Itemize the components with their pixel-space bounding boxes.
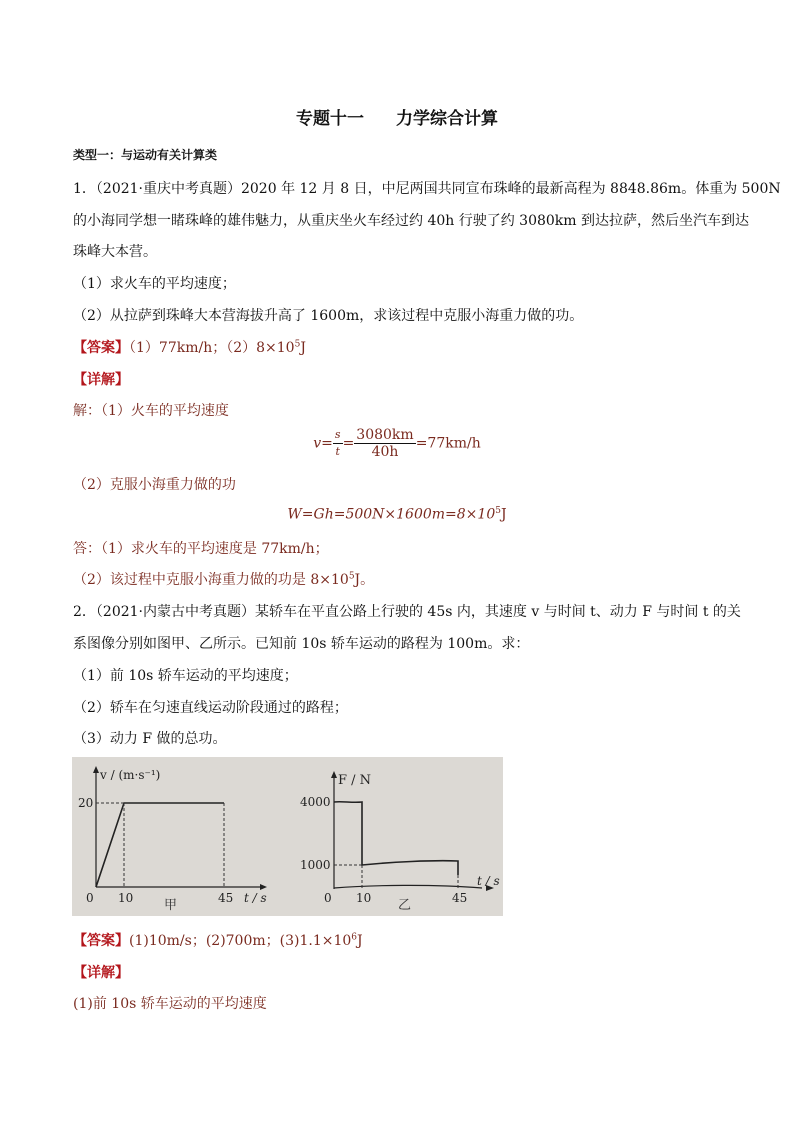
graph-a-velocity-line xyxy=(96,803,224,887)
q2-sub2: （2）轿车在匀速直线运动阶段通过的路程； xyxy=(73,700,348,716)
title-part-b: 力学综合计算 xyxy=(396,109,498,129)
answer-text: (1)10m/s；(2)700m；$(3)1.1\times 10^6J$ xyxy=(129,932,363,949)
type-heading: 类型一：与运动有关计算类 xyxy=(73,148,218,162)
q2-solution-1: (1)前 10s 轿车运动的平均速度 xyxy=(73,996,267,1012)
graph-velocity xyxy=(78,766,267,913)
q1-sub2: （2）从拉萨到珠峰大本营海拔升高了 1600m，求该过程中克服小海重力做的功。 xyxy=(73,308,584,324)
graph-a-ylabel: v / (m·s⁻¹) xyxy=(100,768,161,782)
formula-work: $W=Gh=500N\times 1600m=8\times 10^5J$ xyxy=(287,506,507,523)
detail-tag: 【详解】 xyxy=(73,965,129,981)
page-title xyxy=(0,104,794,129)
graph-b-caption: 乙 xyxy=(398,898,412,913)
graph-b-ylabel: F / N xyxy=(338,773,372,788)
q2-answer xyxy=(73,930,733,950)
graph-b-y-arrow xyxy=(331,771,337,778)
answer-tag: 【答案】 xyxy=(73,340,129,356)
formula-speed: v= $\frac{s}{t}$ = $\frac{3080km}{40h}$ =77km/h xyxy=(313,427,481,460)
q1-final-answer-1: 答：（1）求火车的平均速度是 77km/h； xyxy=(73,541,329,557)
graphs-svg xyxy=(72,757,503,916)
graph-a-tick-0: 0 xyxy=(86,891,94,905)
q1-answer xyxy=(73,337,733,357)
title-part-a: 专题十一 xyxy=(296,109,364,129)
graph-b-xlabel: t / s xyxy=(477,874,500,888)
q1-sub1: （1）求火车的平均速度； xyxy=(73,276,236,292)
q1-line3: 珠峰大本营。 xyxy=(73,244,157,260)
q2-sub1: （1）前 10s 轿车运动的平均速度； xyxy=(73,668,298,684)
q2-sub3: （3）动力 F 做的总功。 xyxy=(73,731,227,747)
q1-solution-2: （2）克服小海重力做的功 xyxy=(73,477,236,493)
graph-a-caption: 甲 xyxy=(164,898,178,913)
graph-b-tick-45: 45 xyxy=(452,891,468,905)
q2-line1: 2．（2021·内蒙古中考真题）某轿车在平直公路上行驶的 45s 内，其速度 v 与时间 t、动力 F 与时间 t 的关 xyxy=(73,604,741,620)
q1-final-answer-2: （2）该过程中克服小海重力做的功是 $8\times 10^5J$。 xyxy=(73,571,375,588)
graph-a-tick-10: 10 xyxy=(118,891,134,905)
graph-b-x-axis xyxy=(334,885,482,888)
detail-tag: 【详解】 xyxy=(73,372,129,388)
graph-b-tick-0: 0 xyxy=(324,891,332,905)
graph-a-tick-45: 45 xyxy=(218,891,234,905)
graph-b-tick-10: 10 xyxy=(356,891,372,905)
q1-solution-1: 解：（1）火车的平均速度 xyxy=(73,403,229,419)
graphs-photo xyxy=(72,757,503,916)
graph-a-tick-20: 20 xyxy=(78,796,94,810)
graph-a-xlabel: t / s xyxy=(244,891,267,905)
graph-b-tick-1000: 1000 xyxy=(300,858,331,872)
graph-b-force-line xyxy=(334,802,458,875)
graph-a-y-arrow xyxy=(93,766,99,773)
q1-line2: 的小海同学想一睹珠峰的雄伟魅力，从重庆坐火车经过约 40h 行驶了约 3080km 到达拉萨，然后坐汽车到达 xyxy=(73,213,750,229)
answer-tag: 【答案】 xyxy=(73,933,129,949)
graph-b-tick-4000: 4000 xyxy=(300,795,331,809)
answer-text: （1）77km/h；$(2)8\times 10^5J$ xyxy=(129,339,306,356)
graph-force xyxy=(300,771,500,913)
q2-line2: 系图像分别如图甲、乙所示。已知前 10s 轿车运动的路程为 100m。求： xyxy=(73,636,530,652)
graph-a-x-arrow xyxy=(260,884,267,890)
q1-line1: 1．（2021·重庆中考真题）2020 年 12 月 8 日，中尼两国共同宣布珠峰的最新高程为 8848.86m。体重为 500N xyxy=(73,181,781,197)
